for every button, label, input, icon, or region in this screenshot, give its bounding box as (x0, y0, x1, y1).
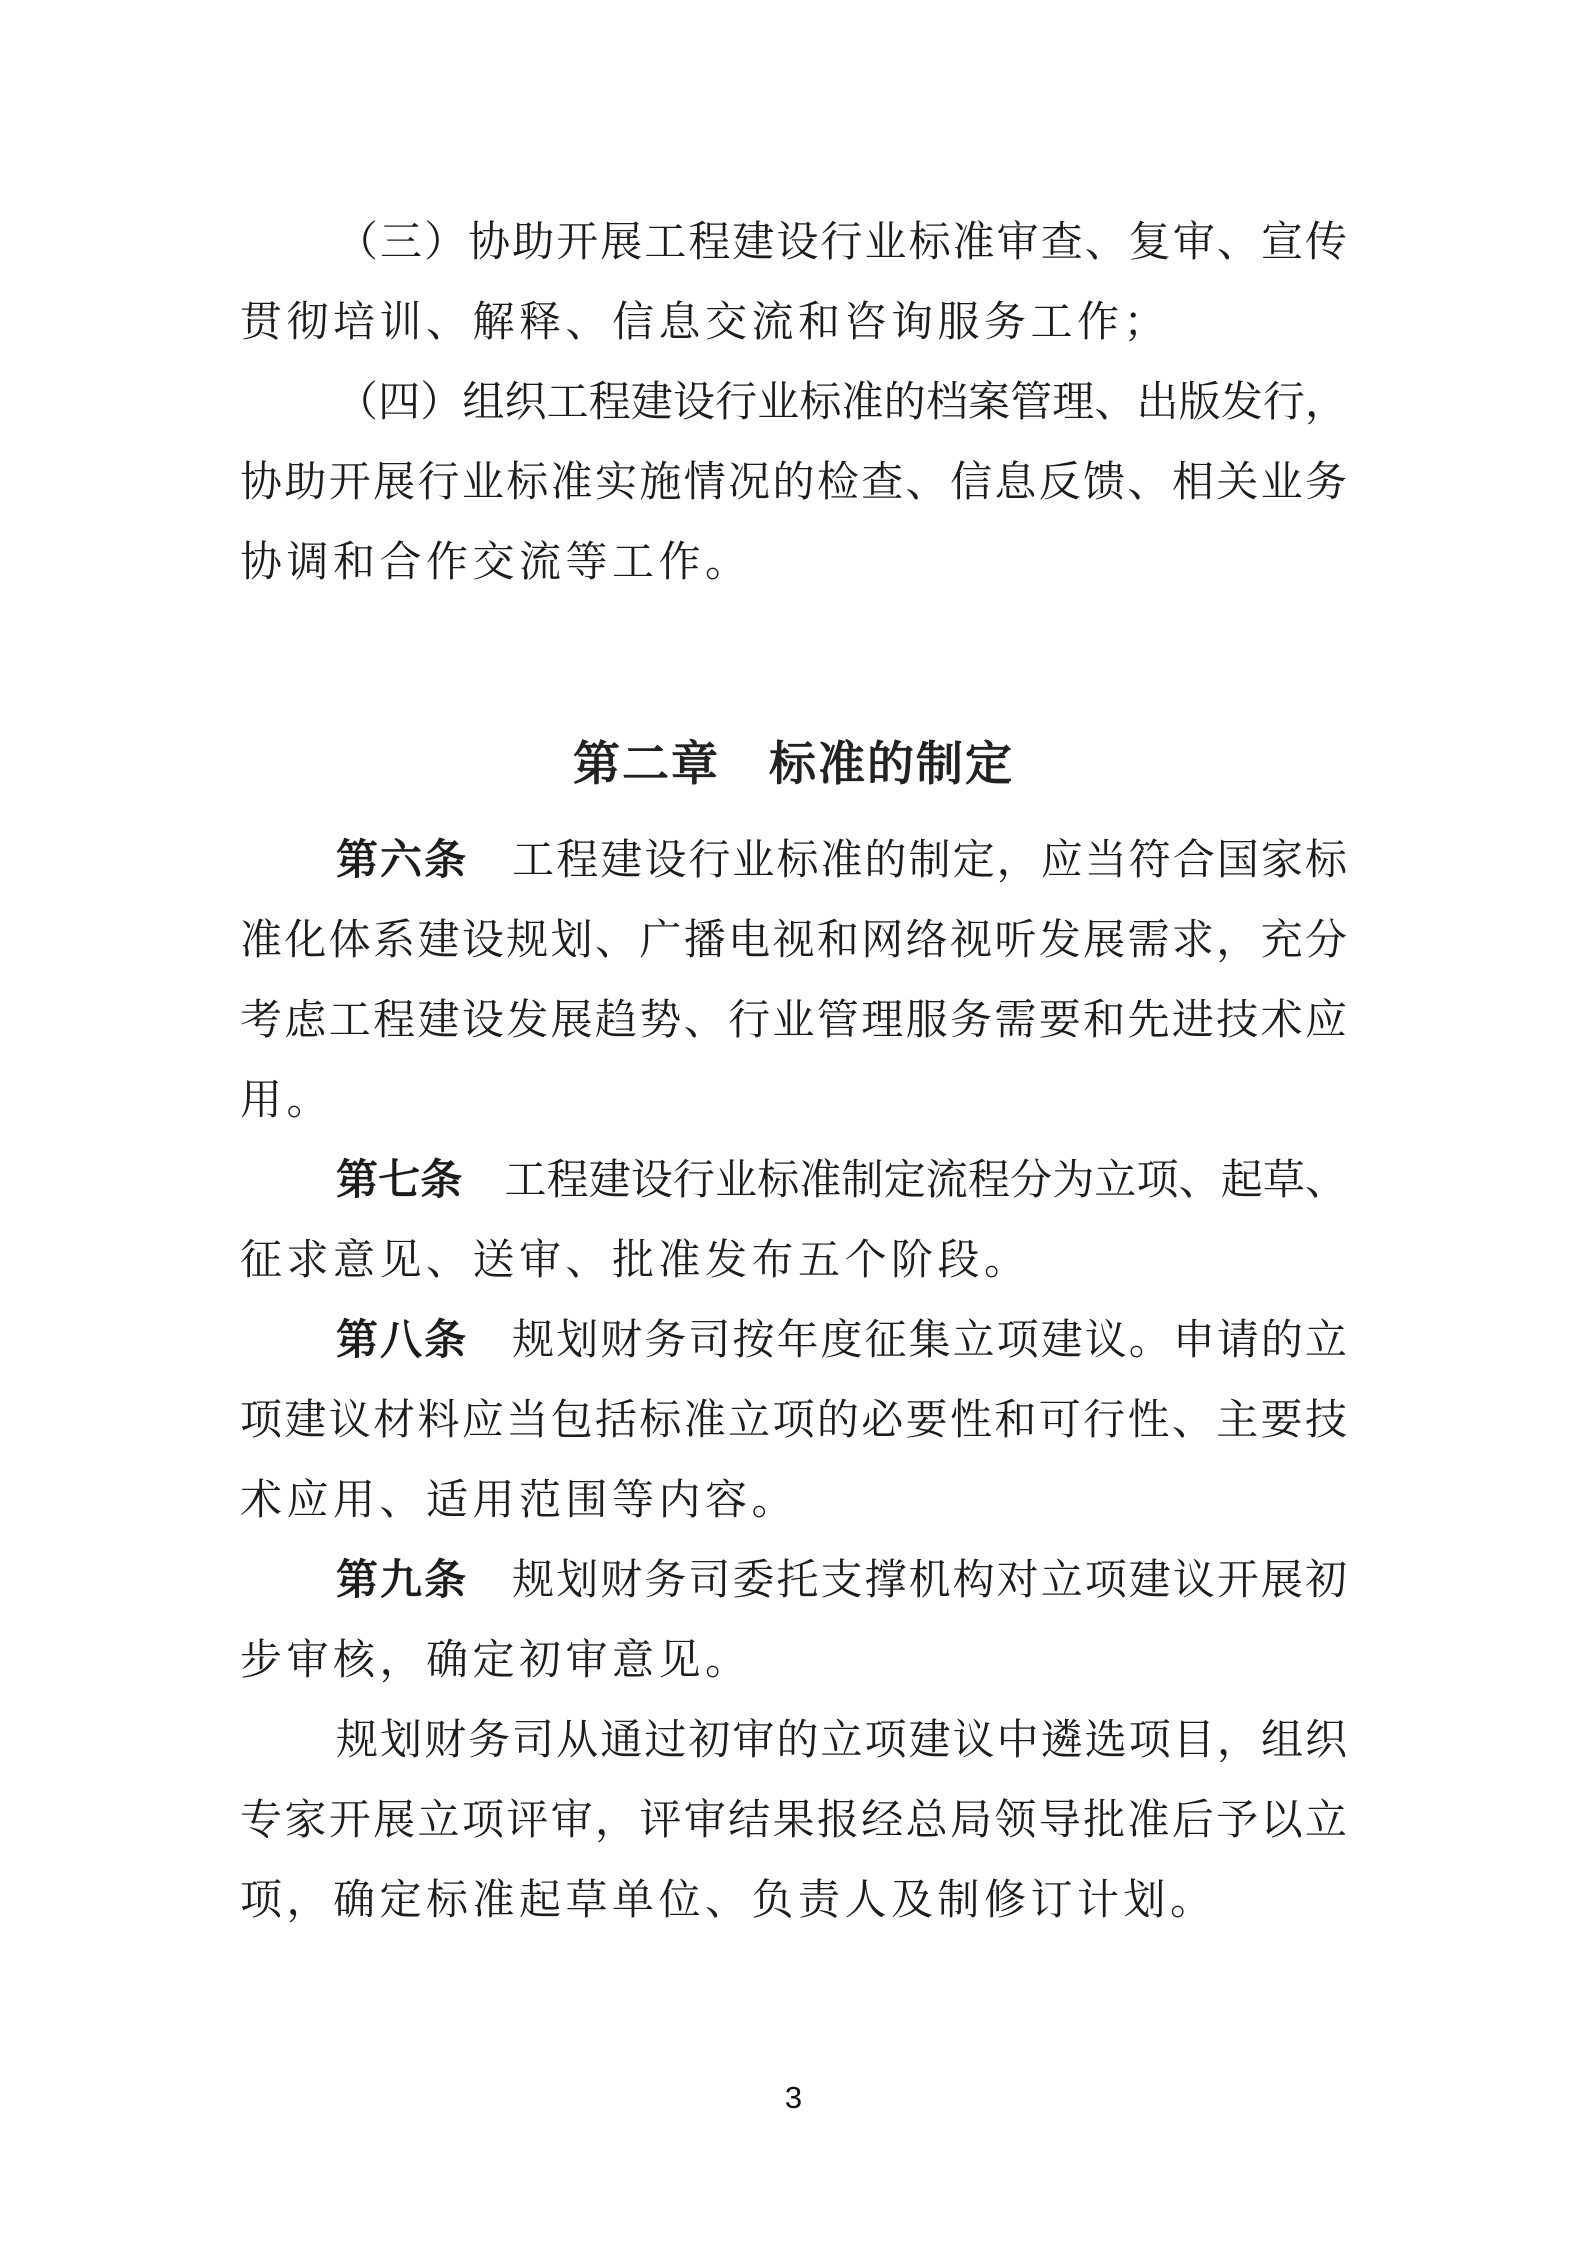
text-run: 步审核，确定初审意见。 (240, 1638, 752, 1684)
text-line (240, 1701, 1347, 1781)
text-line (240, 901, 1347, 981)
paragraph (240, 203, 1347, 363)
paragraph (240, 1541, 1347, 1701)
text-line (240, 1301, 1347, 1381)
text-line (240, 1381, 1347, 1461)
text-line (240, 1221, 1347, 1301)
text-line (240, 363, 1347, 443)
text-run: （四）组织工程建设行业标准的档案管理、出版发行， (336, 380, 1347, 426)
text-run: 规划财务司从通过初审的立项建议中遴选项目，组织 (336, 1718, 1347, 1764)
bold-text-run: 第二章 标准的制定 (573, 739, 1014, 791)
text-run: 专家开展立项评审，评审结果报经总局领导批准后予以立 (240, 1798, 1347, 1844)
text-line (240, 981, 1347, 1061)
bold-text-run: 第九条 (336, 1558, 469, 1604)
text-line (240, 203, 1347, 283)
text-run: 贯彻培训、解释、信息交流和咨询服务工作； (240, 300, 1171, 346)
text-run: 征求意见、送审、批准发布五个阶段。 (240, 1238, 1031, 1284)
text-line (240, 1621, 1347, 1701)
page-number: 3 (784, 2080, 803, 2115)
text-run: 协助开展行业标准实施情况的检查、信息反馈、相关业务 (240, 460, 1347, 506)
text-line (240, 1461, 1347, 1541)
text-line (240, 523, 1347, 603)
paragraph (240, 1701, 1347, 1941)
text-line (240, 1141, 1347, 1221)
text-run: 协调和合作交流等工作。 (240, 540, 752, 586)
paragraph (240, 821, 1347, 1141)
text-line (240, 1541, 1347, 1621)
text-line (240, 1781, 1347, 1861)
document-body (240, 203, 1347, 1941)
text-run: 项，确定标准起草单位、负责人及制修订计划。 (240, 1878, 1217, 1924)
paragraph (240, 1301, 1347, 1541)
text-run: 规划财务司委托支撑机构对立项建议开展初 (468, 1558, 1347, 1604)
text-run: 规划财务司按年度征集立项建议。申请的立 (468, 1318, 1347, 1364)
paragraph (240, 363, 1347, 603)
text-line (240, 1061, 1347, 1141)
bold-text-run: 第六条 (336, 838, 469, 884)
text-line (240, 821, 1347, 901)
text-run: 术应用、适用范围等内容。 (240, 1478, 799, 1524)
bold-text-run: 第七条 (336, 1158, 463, 1204)
text-line (240, 443, 1347, 523)
text-line (240, 1861, 1347, 1941)
bold-text-run: 第八条 (336, 1318, 469, 1364)
text-run: 项建议材料应当包括标准立项的必要性和可行性、主要技 (240, 1398, 1347, 1444)
paragraph (240, 1141, 1347, 1301)
text-run: 准化体系建设规划、广播电视和网络视听发展需求，充分 (240, 918, 1347, 964)
text-run: 用。 (240, 1078, 334, 1124)
chapter-heading-line (240, 725, 1347, 805)
chapter-heading (240, 725, 1347, 805)
text-run: 考虑工程建设发展趋势、行业管理服务需要和先进技术应 (240, 998, 1347, 1044)
text-run: 工程建设行业标准的制定，应当符合国家标 (468, 838, 1347, 884)
text-run: 工程建设行业标准制定流程分为立项、起草、 (462, 1158, 1347, 1204)
text-line (240, 283, 1347, 363)
text-run: （三）协助开展工程建设行业标准审查、复审、宣传 (336, 220, 1347, 266)
